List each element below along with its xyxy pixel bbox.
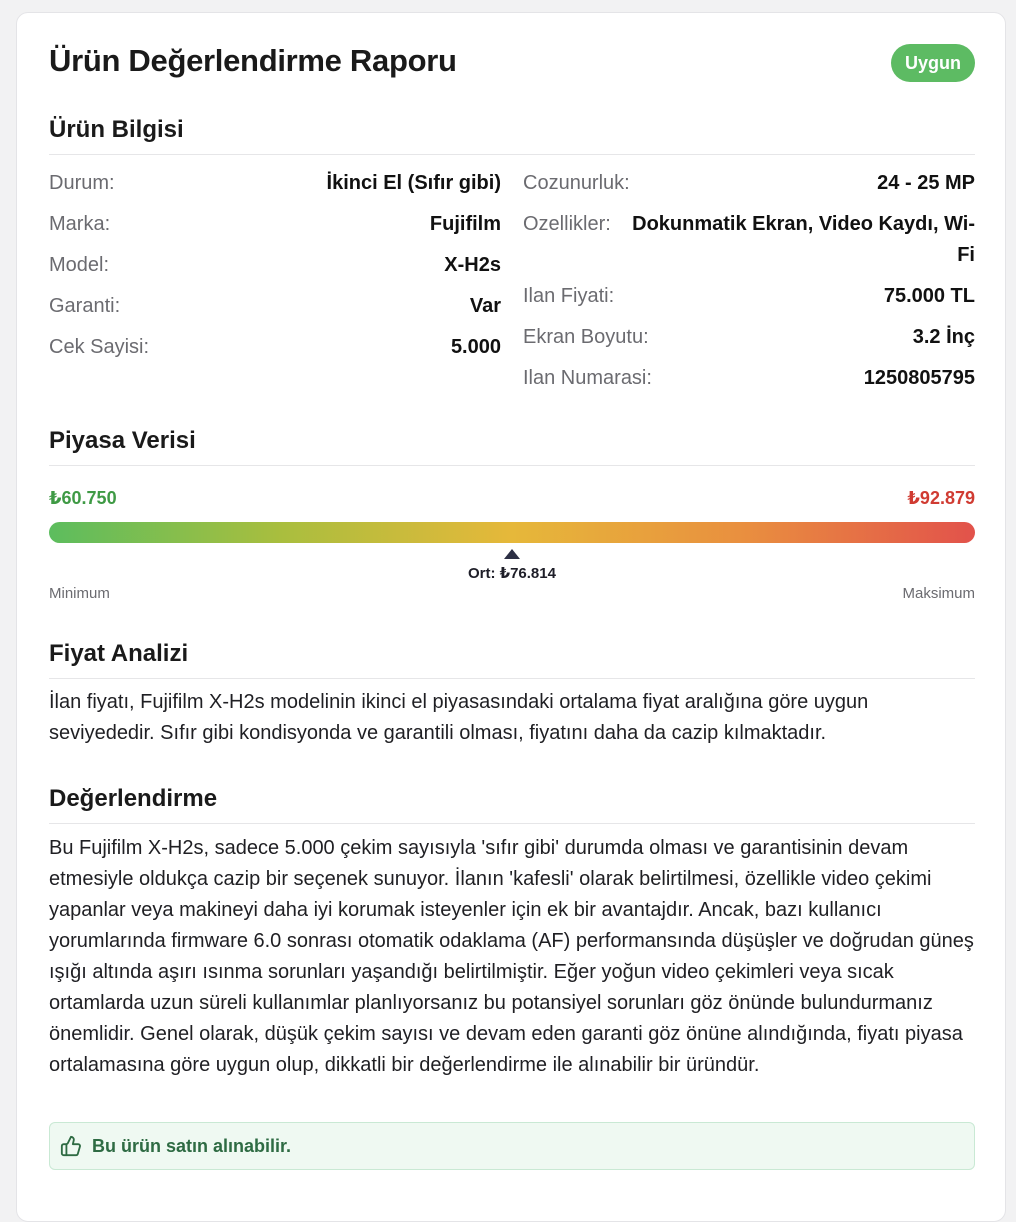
info-label: Cek Sayisi:	[49, 336, 150, 358]
info-row-listing-number	[523, 363, 975, 394]
info-label: Ozellikler:	[523, 213, 611, 235]
info-label: Ilan Numarasi:	[523, 367, 652, 389]
info-row-warranty	[49, 291, 501, 322]
info-row-listing-price	[523, 281, 975, 312]
info-row-shutter-count	[49, 332, 501, 363]
info-value: 3.2 İnç	[912, 326, 975, 348]
price-range-bar	[49, 522, 975, 543]
report-card	[16, 12, 1006, 1222]
price-min-value: ₺60.750	[49, 488, 117, 508]
info-label: Marka:	[49, 213, 111, 235]
info-row-model	[49, 250, 501, 281]
price-analysis-text: İlan fiyatı, Fujifilm X-H2s modelinin ikinci el piyasasındaki ortalama fiyat aralığına göre uygun seviyededir. Sıfır gibi kondisyonda ve garantili olması, fiyatını daha da cazip kılmaktadır.	[49, 691, 869, 744]
product-info-heading: Ürün Bilgisi	[49, 116, 975, 155]
info-label: Model:	[49, 254, 110, 276]
average-price-marker-icon	[504, 549, 520, 559]
evaluation-text: Bu Fujifilm X-H2s, sadece 5.000 çekim sayısıyla 'sıfır gibi' durumda olması ve garantisinin devam etmesiyle oldukça cazip bir seçenek sunuyor. İlanın 'kafesli' olarak belirtilmesi, özellikle video çekimi yapanlar veya makineyi daha iyi korumak isteyenler için ek bir avantajdır. Ancak, bazı kullanıcı yorumlarında firmware 6.0 sonrası otomatik odaklama (AF) performansında düşüşler ve doğrudan güneş ışığı altında aşırı ısınma sorunları yaşandığı belirtilmiştir. Eğer yoğun video çekimleri veya sıcak ortamlarda uzun süreli kullanımlar planlıyorsanız bu potansiyel sorunları göz önünde bulundurmanız önemlidir. Genel olarak, düşük çekim sayısı ve devam eden garanti göz önüne alındığında, fiyatı piyasa ortalamasına göre uygun olup, dikkatli bir değerlendirme ile alınabilir bir üründür.	[49, 837, 974, 1076]
info-value: Fujifilm	[429, 213, 501, 235]
info-value: 1250805795	[863, 367, 975, 389]
price-max-value: ₺92.879	[907, 488, 975, 508]
info-row-brand	[49, 209, 501, 240]
price-analysis-heading: Fiyat Analizi	[49, 640, 975, 679]
average-price-label: Ort: ₺76.814	[467, 565, 556, 582]
info-row-features	[523, 209, 975, 271]
max-caption: Maksimum	[902, 585, 975, 602]
verdict-banner	[49, 1122, 975, 1170]
info-row-screen-size	[523, 322, 975, 353]
product-info-grid	[49, 168, 975, 404]
info-value: 5.000	[450, 336, 501, 358]
info-label: Ekran Boyutu:	[523, 326, 649, 348]
min-caption: Minimum	[49, 585, 110, 602]
market-data-heading: Piyasa Verisi	[49, 427, 975, 466]
page-title: Ürün Değerlendirme Raporu	[49, 43, 457, 78]
verdict-text: Bu ürün satın alınabilir.	[92, 1135, 292, 1156]
evaluation-heading: Değerlendirme	[49, 785, 975, 824]
status-badge: Uygun	[891, 44, 975, 82]
thumbs-up-icon	[60, 1135, 82, 1157]
info-label: Garanti:	[49, 295, 121, 317]
info-value: İkinci El (Sıfır gibi)	[326, 172, 501, 194]
info-label: Ilan Fiyati:	[523, 285, 615, 307]
info-value: 24 - 25 MP	[877, 172, 975, 194]
info-row-condition	[49, 168, 501, 199]
product-info-right-column	[523, 168, 975, 404]
info-label: Cozunurluk:	[523, 172, 630, 194]
info-value: 75.000 TL	[883, 285, 975, 307]
info-label: Durum:	[49, 172, 115, 194]
info-row-resolution	[523, 168, 975, 199]
product-info-left-column	[49, 168, 501, 404]
info-value: Dokunmatik Ekran, Video Kaydı, Wi-Fi	[632, 213, 975, 266]
info-value: X-H2s	[444, 254, 501, 276]
info-value: Var	[469, 295, 501, 317]
